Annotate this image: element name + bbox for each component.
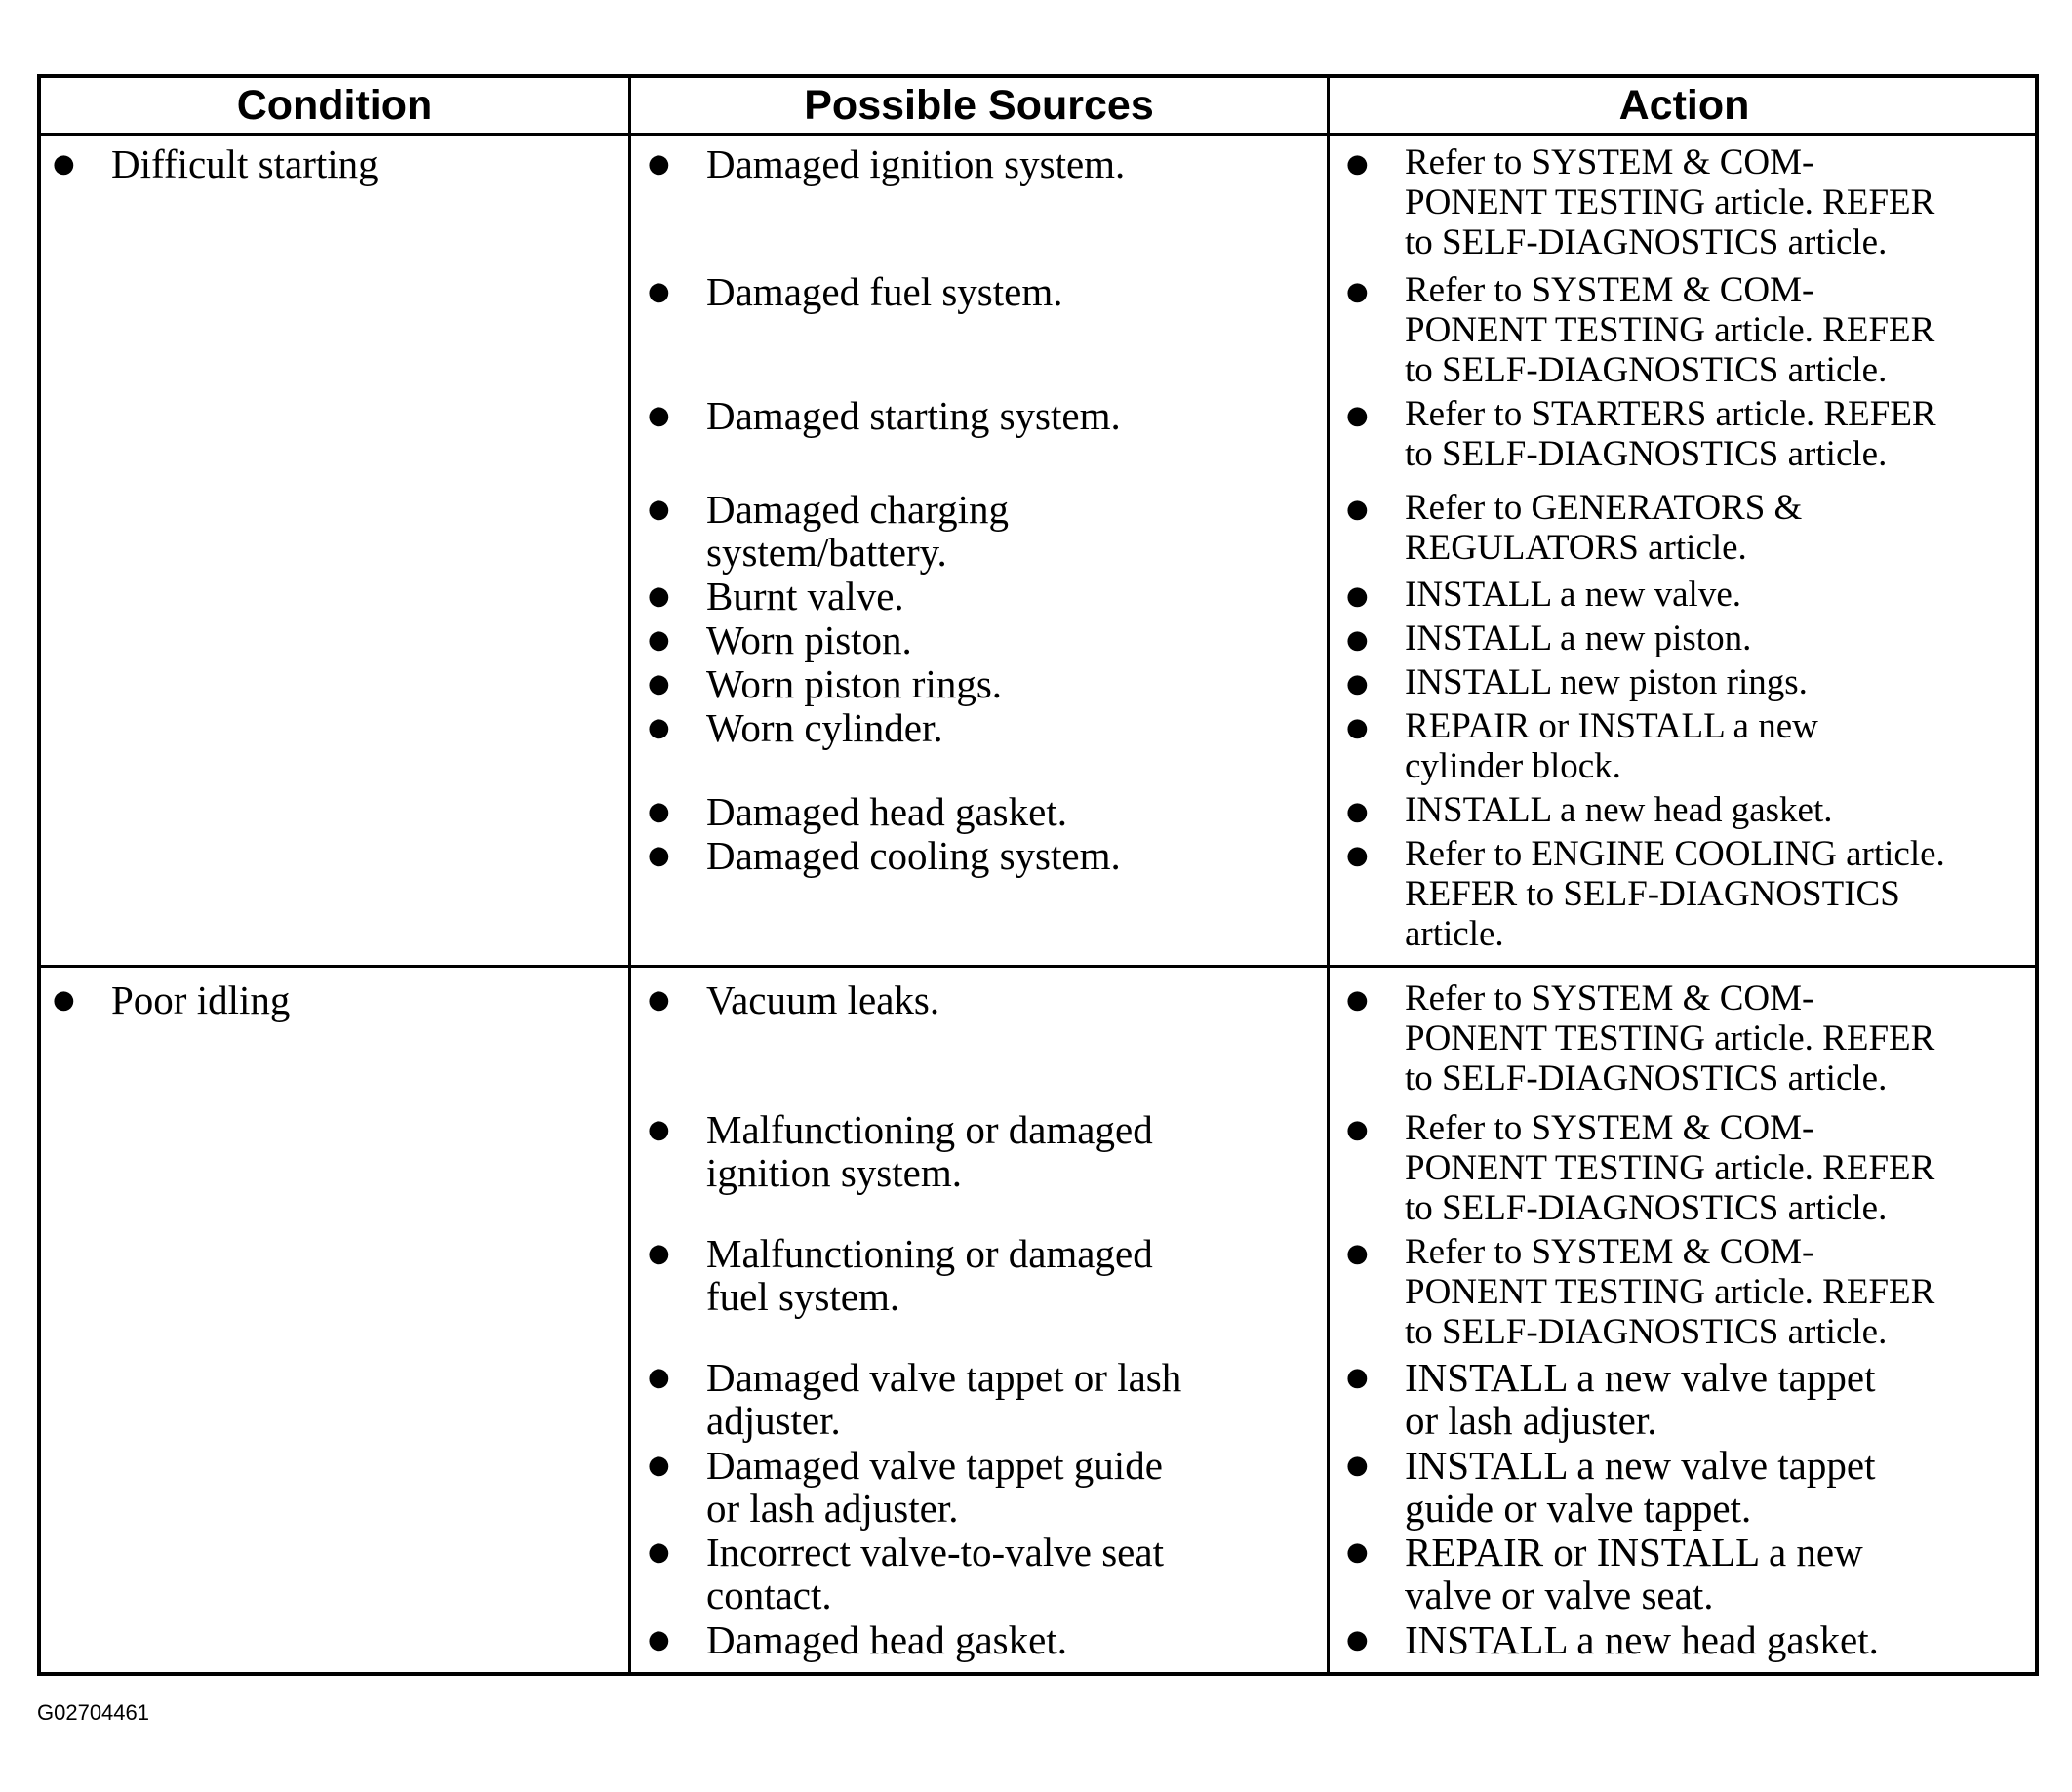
bullet-icon: ●	[53, 149, 75, 179]
source-item: ● Damaged head gasket.	[648, 789, 1067, 834]
bullet-icon: ●	[1346, 1451, 1369, 1480]
source-item: ● Worn piston rings.	[648, 661, 1003, 706]
source-item: ● Damaged charging system/battery.	[648, 487, 1010, 575]
bullet-icon: ●	[648, 841, 670, 870]
action-item: ● Refer to SYSTEM & COM- PONENT TESTING article. REFER to SELF-DIAGNOSTICS article.	[1346, 1232, 1935, 1352]
bullet-icon: ●	[1346, 1625, 1369, 1654]
column-divider	[628, 78, 631, 1672]
bullet-icon: ●	[648, 401, 670, 430]
source-item: ● Vacuum leaks.	[648, 977, 940, 1022]
source-item: ● Damaged head gasket.	[648, 1617, 1067, 1662]
bullet-icon: ●	[1346, 581, 1369, 611]
bullet-icon: ●	[648, 1625, 670, 1654]
bullet-icon: ●	[53, 985, 75, 1015]
bullet-icon: ●	[648, 581, 670, 611]
source-item: ● Worn cylinder.	[648, 705, 943, 750]
action-item: ● Refer to GENERATORS & REGULATORS article.	[1346, 488, 1803, 568]
action-item: ● INSTALL a new valve tappet or lash adjuster.	[1346, 1355, 1876, 1443]
bullet-icon: ●	[1346, 797, 1369, 826]
action-item: ● INSTALL new piston rings.	[1346, 662, 2035, 702]
header-possible-sources: Possible Sources	[804, 81, 1154, 129]
diagnosis-table	[37, 74, 2039, 1676]
row-2-condition-cell	[53, 978, 618, 1671]
header-condition: Condition	[236, 81, 433, 129]
source-item: ● Malfunctioning or damaged fuel system.	[648, 1231, 1153, 1319]
source-item: ● Damaged fuel system.	[648, 269, 1063, 314]
bullet-icon: ●	[648, 149, 670, 179]
bullet-icon: ●	[1346, 985, 1369, 1015]
bullet-icon: ●	[648, 1537, 670, 1567]
action-item: ● Refer to STARTERS article. REFER to SELF-DIAGNOSTICS article.	[1346, 394, 1936, 474]
bullet-icon: ●	[648, 625, 670, 655]
bullet-icon: ●	[1346, 625, 1369, 655]
row-2-sources-cell	[648, 978, 1321, 1671]
bullet-icon: ●	[648, 713, 670, 742]
action-item: ● Refer to ENGINE COOLING article. REFER to SELF-DIAGNOSTICS article.	[1346, 834, 1945, 954]
bullet-icon: ●	[1346, 1537, 1369, 1567]
source-item: ● Damaged ignition system.	[648, 141, 1126, 186]
bullet-icon: ●	[648, 277, 670, 306]
action-item: ● INSTALL a new piston.	[1346, 618, 2035, 658]
bullet-icon: ●	[648, 1363, 670, 1392]
source-item: ● Worn piston.	[648, 617, 912, 662]
bullet-icon: ●	[648, 985, 670, 1015]
action-item: ● Refer to SYSTEM & COM- PONENT TESTING article. REFER to SELF-DIAGNOSTICS article.	[1346, 978, 1935, 1098]
row-1-condition-cell	[53, 142, 618, 952]
bullet-icon: ●	[648, 495, 670, 524]
condition-text: Poor idling	[111, 977, 291, 1022]
bullet-icon: ●	[1346, 277, 1369, 306]
column-divider	[1327, 78, 1330, 1672]
bullet-icon: ●	[648, 669, 670, 698]
bullet-icon: ●	[648, 1451, 670, 1480]
condition-text: Difficult starting	[111, 141, 379, 186]
source-item: ● Damaged valve tappet guide or lash adjuster.	[648, 1443, 1163, 1531]
bullet-icon: ●	[1346, 149, 1369, 179]
row-2-action-cell	[1346, 978, 2035, 1671]
source-item: ● Incorrect valve-to-valve seat contact.	[648, 1530, 1164, 1617]
source-item: ● Damaged valve tappet or lash adjuster.	[648, 1355, 1182, 1443]
source-item: ● Burnt valve.	[648, 574, 904, 618]
action-item: ● INSTALL a new head gasket.	[1346, 790, 2035, 830]
condition-item	[53, 978, 618, 1021]
bullet-icon: ●	[1346, 495, 1369, 524]
action-item: ● REPAIR or INSTALL a new valve or valve seat.	[1346, 1530, 1863, 1617]
action-item: ● INSTALL a new valve.	[1346, 575, 2035, 615]
condition-item	[53, 142, 618, 185]
bullet-icon: ●	[648, 797, 670, 826]
bullet-icon: ●	[1346, 1363, 1369, 1392]
row-1-action-cell	[1346, 142, 2035, 952]
source-item: ● Malfunctioning or damaged ignition system.	[648, 1107, 1153, 1195]
action-item: ● Refer to SYSTEM & COM- PONENT TESTING article. REFER to SELF-DIAGNOSTICS article.	[1346, 142, 1935, 262]
bullet-icon: ●	[1346, 1239, 1369, 1268]
bullet-icon: ●	[1346, 669, 1369, 698]
figure-id: G02704461	[37, 1700, 149, 1725]
row-divider	[41, 965, 2035, 968]
action-item: ● Refer to SYSTEM & COM- PONENT TESTING article. REFER to SELF-DIAGNOSTICS article.	[1346, 270, 1935, 390]
bullet-icon: ●	[648, 1239, 670, 1268]
bullet-icon: ●	[648, 1115, 670, 1144]
header-divider	[41, 133, 2035, 136]
bullet-icon: ●	[1346, 841, 1369, 870]
row-1-sources-cell	[648, 142, 1321, 952]
action-item: ● INSTALL a new valve tappet guide or valve tappet.	[1346, 1443, 1876, 1531]
header-action: Action	[1618, 81, 1750, 129]
bullet-icon: ●	[1346, 1115, 1369, 1144]
action-item: ● REPAIR or INSTALL a new cylinder block.	[1346, 706, 1818, 786]
action-item: ● Refer to SYSTEM & COM- PONENT TESTING article. REFER to SELF-DIAGNOSTICS article.	[1346, 1108, 1935, 1228]
bullet-icon: ●	[1346, 713, 1369, 742]
bullet-icon: ●	[1346, 401, 1369, 430]
action-item: ● INSTALL a new head gasket.	[1346, 1617, 1879, 1662]
source-item: ● Damaged starting system.	[648, 393, 1121, 438]
source-item: ● Damaged cooling system.	[648, 833, 1121, 878]
